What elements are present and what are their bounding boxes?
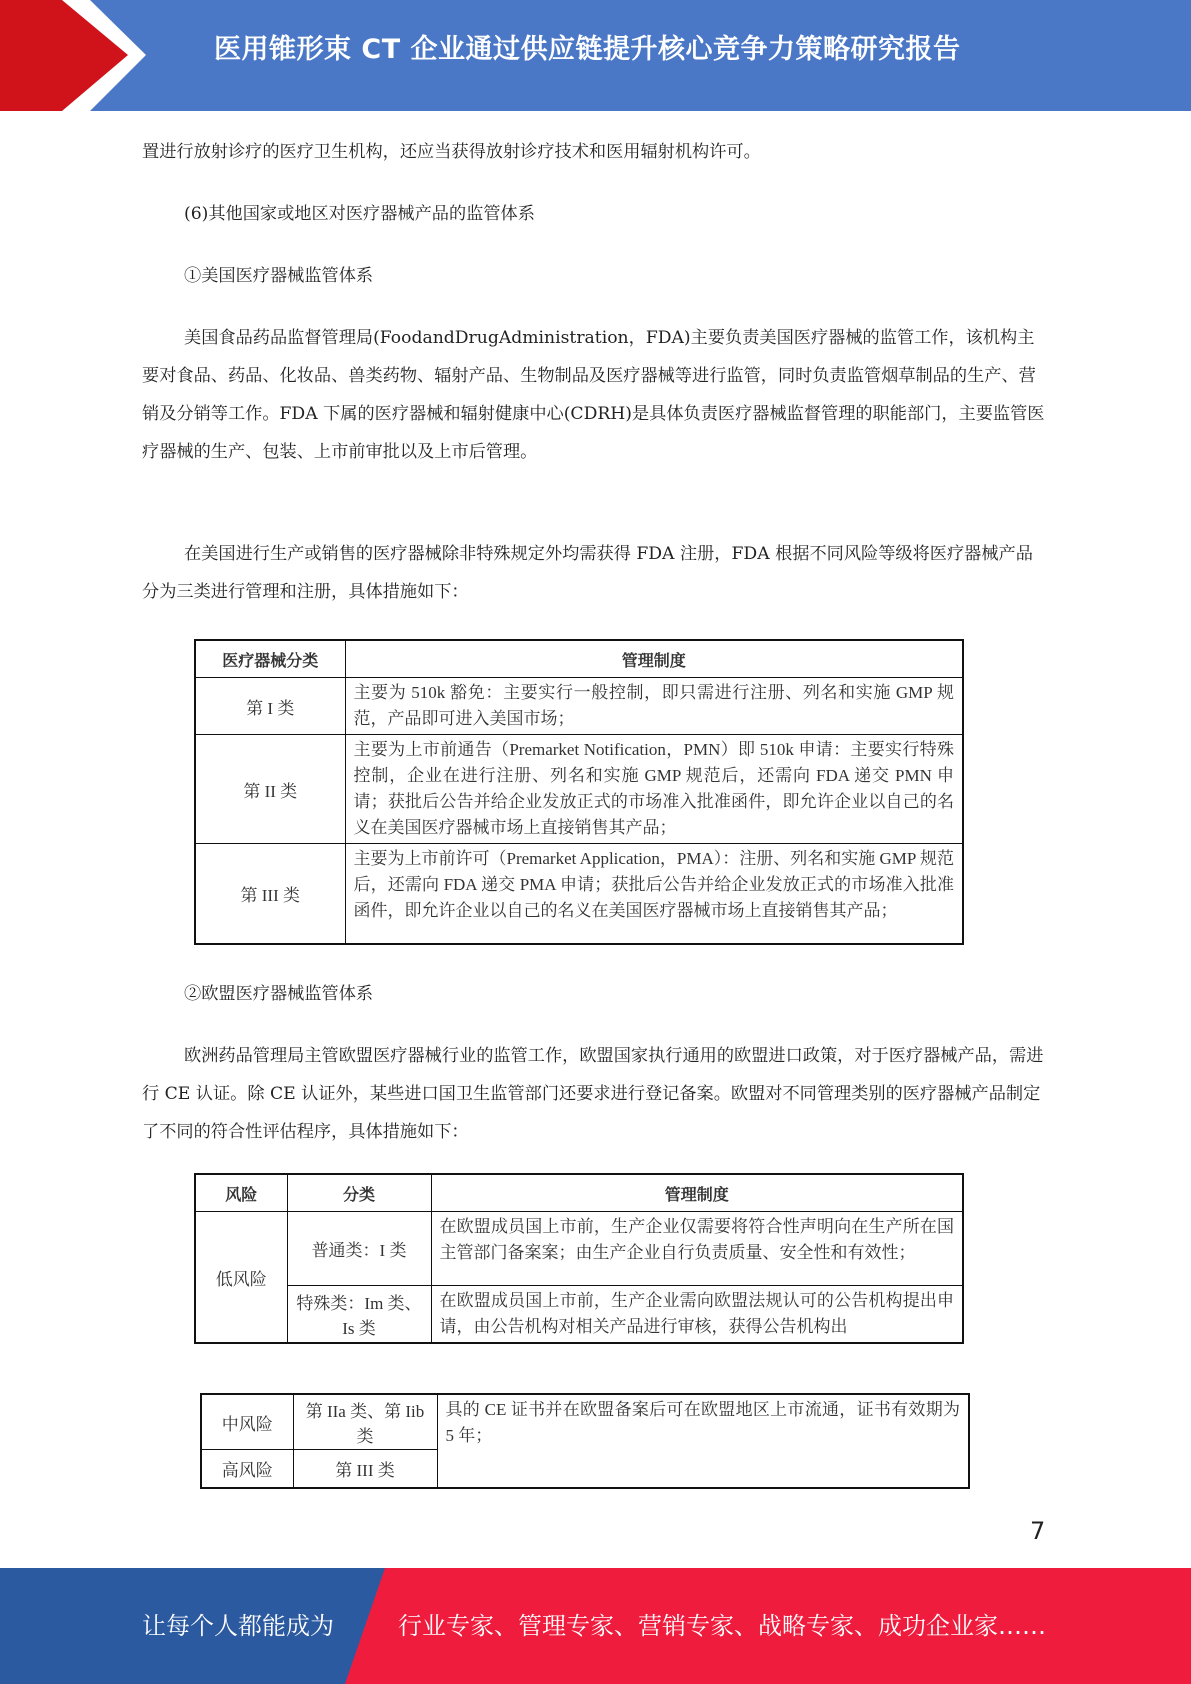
rule-cell: 在欧盟成员国上市前，生产企业仅需要将符合性声明向在生产所在国主管部门备案案；由生产企业自行负责质量、安全性和有效性； bbox=[431, 1212, 963, 1286]
table-row bbox=[195, 1212, 963, 1286]
risk-cell: 中风险 bbox=[201, 1394, 293, 1450]
class-cell: 第 IIa 类、第 Iib 类 bbox=[293, 1394, 437, 1450]
column-header-class: 分类 bbox=[287, 1174, 431, 1212]
paragraph-us-registration: 在美国进行生产或销售的医疗器械除非特殊规定外均需获得 FDA 注册，FDA 根据不同风险等级将医疗器械产品分为三类进行管理和注册，具体措施如下： bbox=[142, 544, 1033, 602]
class-cell: 第 I 类 bbox=[195, 678, 345, 735]
section-heading-6: (6)其他国家或地区对医疗器械产品的监管体系 bbox=[184, 204, 535, 224]
class-cell: 第 II 类 bbox=[195, 735, 345, 844]
risk-cell: 低风险 bbox=[195, 1212, 287, 1344]
footer-slogan-left: 让每个人都能成为 bbox=[142, 1612, 334, 1640]
page-number: 7 bbox=[1030, 1517, 1046, 1545]
table-row bbox=[195, 844, 963, 944]
footer-slogan-right: 行业专家、管理专家、营销专家、战略专家、成功企业家…… bbox=[398, 1612, 1046, 1640]
eu-risk-table-continued bbox=[200, 1393, 970, 1489]
rule-cell: 主要为 510k 豁免：主要实行一般控制，即只需进行注册、列名和实施 GMP 规范，产品即可进入美国市场； bbox=[345, 678, 963, 735]
paragraph-continuation: 置进行放射诊疗的医疗卫生机构，还应当获得放射诊疗技术和医用辐射机构许可。 bbox=[142, 142, 761, 162]
table-header-row bbox=[195, 1174, 963, 1212]
class-cell: 普通类：I 类 bbox=[287, 1212, 431, 1286]
table-row bbox=[195, 678, 963, 735]
rule-cell: 主要为上市前通告（Premarket Notification，PMN）即 510k 申请：主要实行特殊控制，企业在进行注册、列名和实施 GMP 规范后，还需向 FDA 递交 PMN 申请；获批后公告并给企业发放正式的市场准入批准函件，即允许企业以自己的名义在美国医疗器械市场上直接销售其产品； bbox=[345, 735, 963, 844]
class-cell: 特殊类：Im 类、Is 类 bbox=[287, 1286, 431, 1344]
us-classification-table bbox=[194, 639, 964, 945]
rule-cell: 主要为上市前许可（Premarket Application，PMA）：注册、列名和实施 GMP 规范后，还需向 FDA 递交 PMA 申请；获批后公告并给企业发放正式的市场准入批准函件，即允许企业以自己的名义在美国医疗器械市场上直接销售其产品； bbox=[345, 844, 963, 944]
table-row bbox=[201, 1394, 969, 1450]
footer-band bbox=[0, 1568, 1191, 1684]
subsection-heading-eu: ②欧盟医疗器械监管体系 bbox=[184, 984, 374, 1004]
class-cell: 第 III 类 bbox=[293, 1450, 437, 1488]
paragraph-eu: 欧洲药品管理局主管欧盟医疗器械行业的监管工作，欧盟国家执行通用的欧盟进口政策，对于医疗器械产品，需进行 CE 认证。除 CE 认证外，某些进口国卫生监管部门还要求进行登记备案。欧盟对不同管理类别的医疗器械产品制定了不同的符合性评估程序，具体措施如下： bbox=[142, 1046, 1044, 1142]
report-title: 医用锥形束 CT 企业通过供应链提升核心竞争力策略研究报告 bbox=[214, 34, 961, 65]
risk-cell: 高风险 bbox=[201, 1450, 293, 1488]
column-header-class: 医疗器械分类 bbox=[195, 640, 345, 678]
column-header-risk: 风险 bbox=[195, 1174, 287, 1212]
table-row bbox=[195, 735, 963, 844]
header-band bbox=[0, 0, 1191, 111]
rule-cell: 具的 CE 证书并在欧盟备案后可在欧盟地区上市流通，证书有效期为 5 年； bbox=[437, 1394, 969, 1488]
eu-risk-table bbox=[194, 1173, 964, 1344]
column-header-rule: 管理制度 bbox=[345, 640, 963, 678]
column-header-rule: 管理制度 bbox=[431, 1174, 963, 1212]
subsection-heading-us: ①美国医疗器械监管体系 bbox=[184, 266, 374, 286]
class-cell: 第 III 类 bbox=[195, 844, 345, 944]
paragraph-fda: 美国食品药品监督管理局(FoodandDrugAdministration，FDA)主要负责美国医疗器械的监管工作，该机构主要对食品、药品、化妆品、兽类药物、辐射产品、生物制品及医疗器械等进行监管，同时负责监管烟草制品的生产、营销及分销等工作。FDA 下属的医疗器械和辐射健康中心(CDRH)是具体负责医疗器械监督管理的职能部门，主要监管医疗器械的生产、包装、上市前审批以及上市后管理。 bbox=[142, 328, 1045, 462]
rule-cell: 在欧盟成员国上市前，生产企业需向欧盟法规认可的公告机构提出申请，由公告机构对相关产品进行审核，获得公告机构出 bbox=[431, 1286, 963, 1344]
table-header-row bbox=[195, 640, 963, 678]
table-row bbox=[195, 1286, 963, 1344]
